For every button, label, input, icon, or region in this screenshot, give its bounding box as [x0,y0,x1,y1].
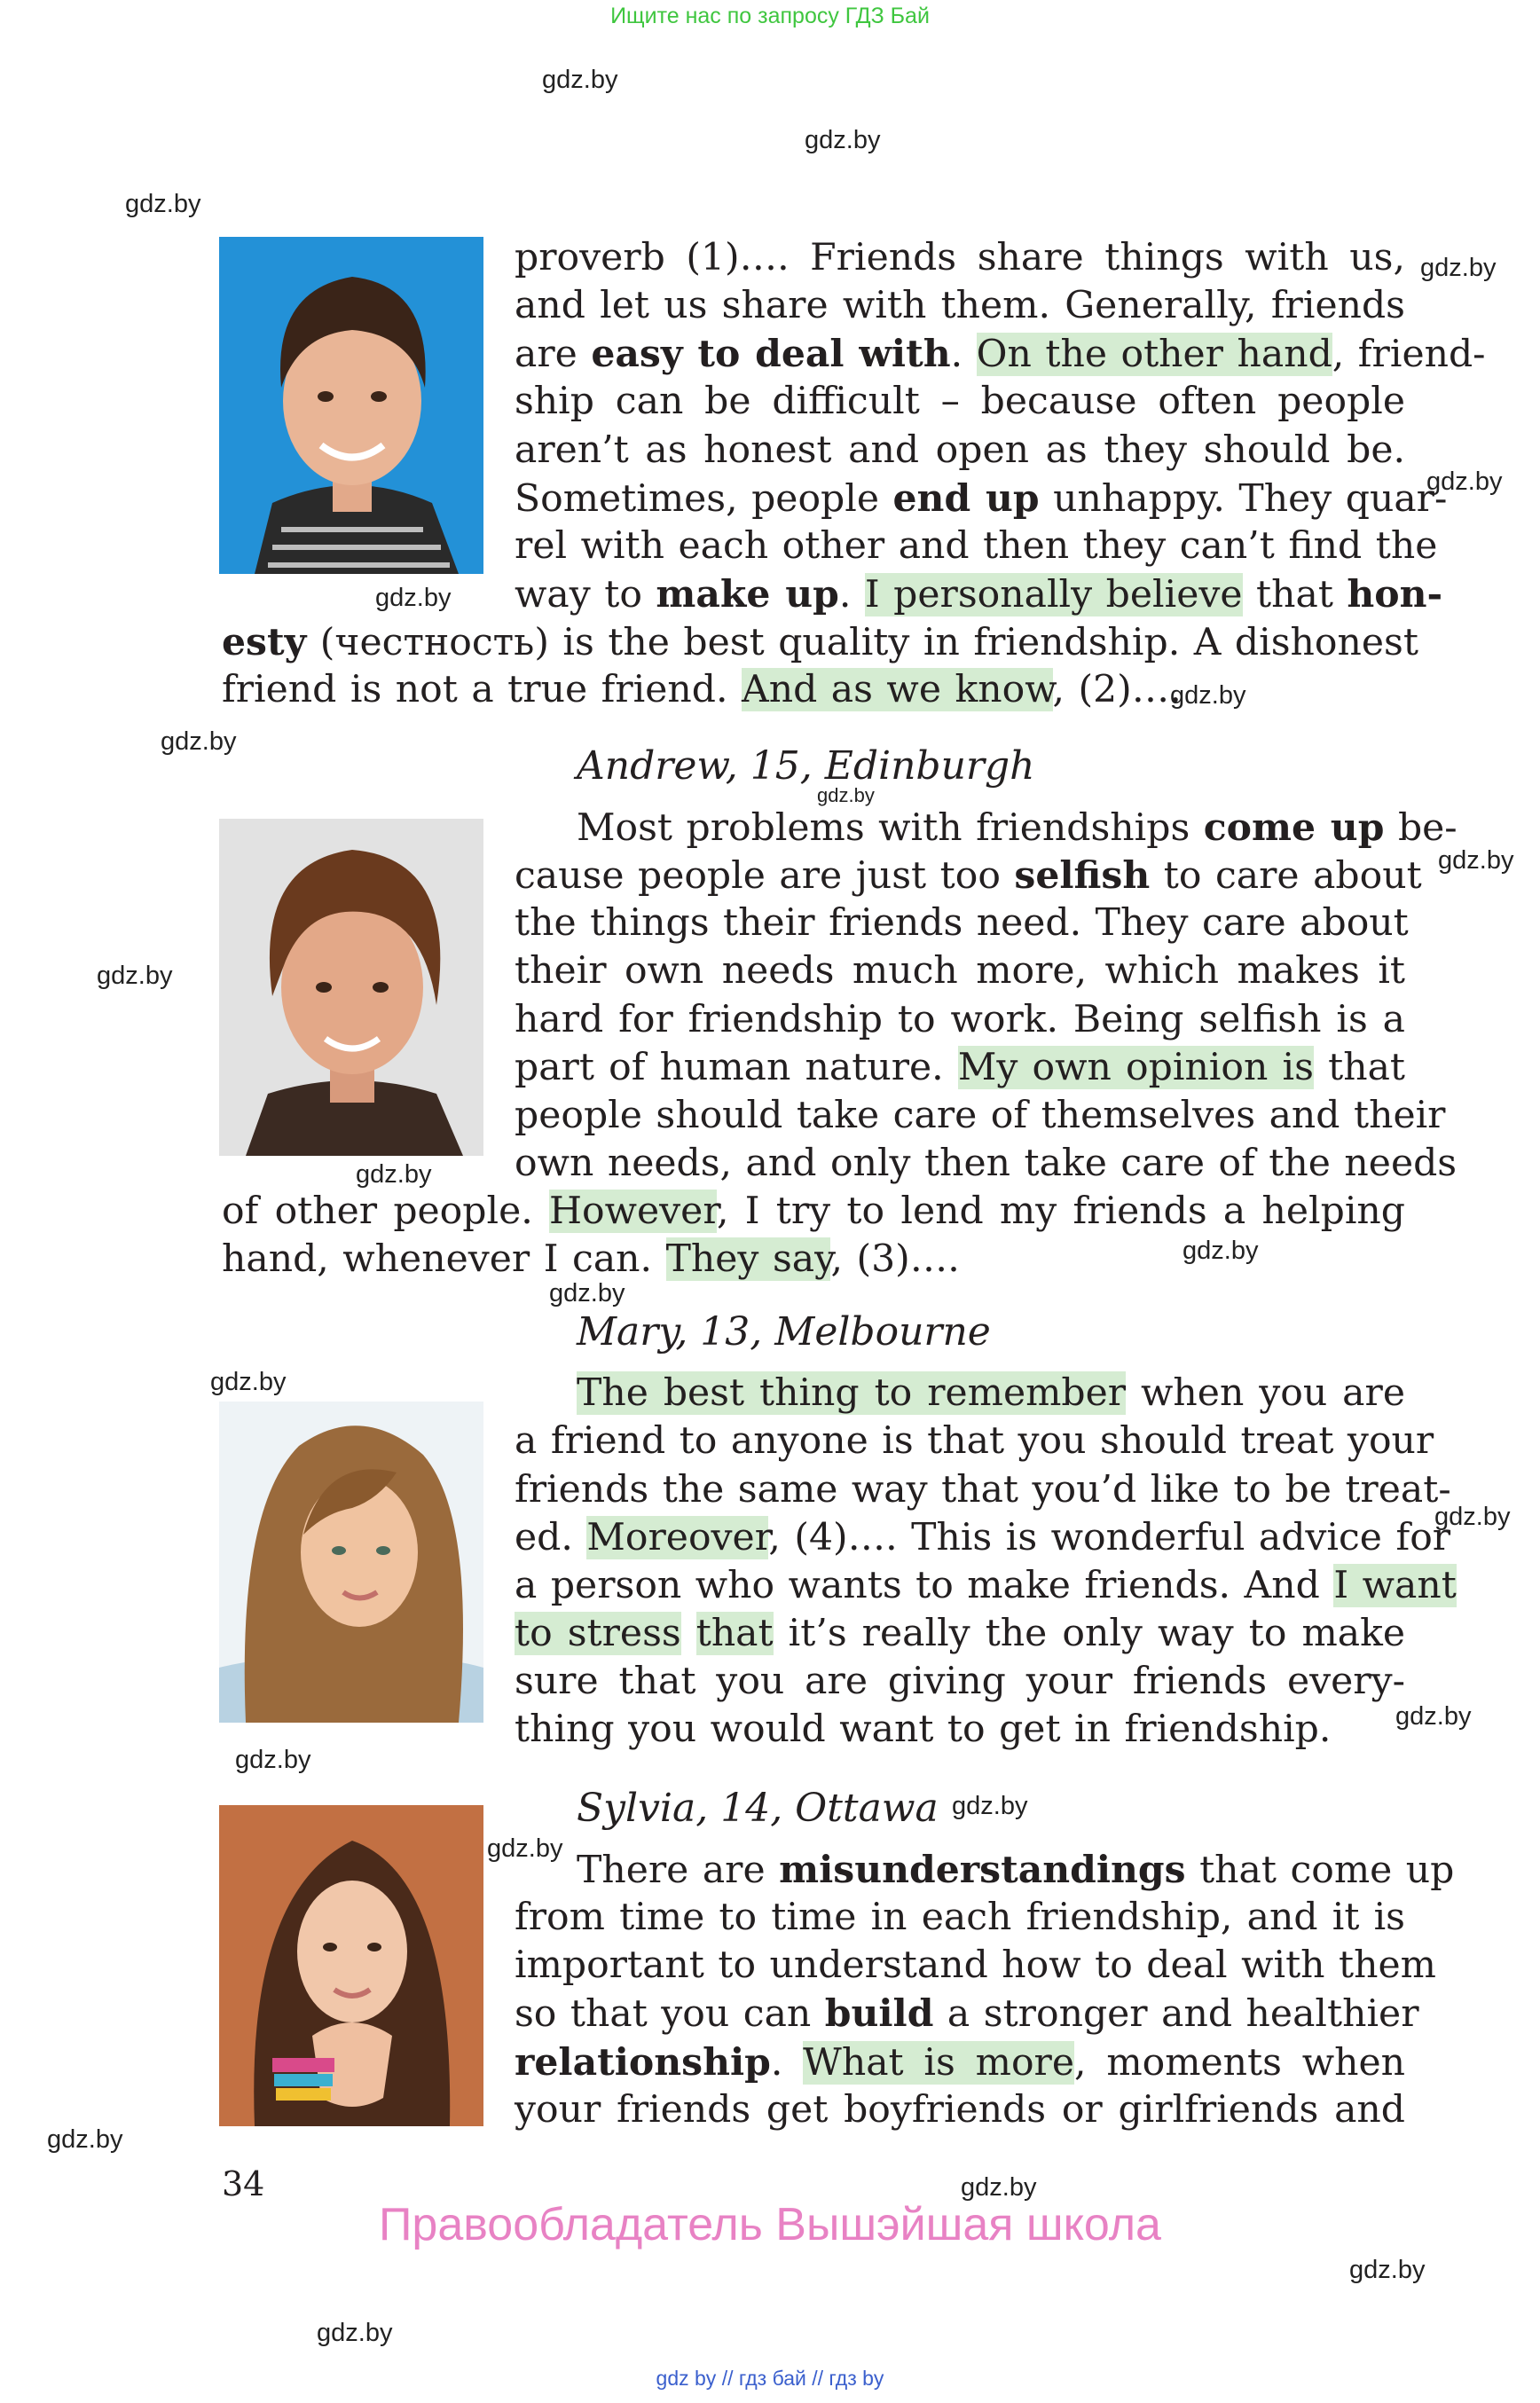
watermark: gdz.by [805,126,881,154]
watermark: gdz.by [1395,1702,1472,1731]
text-line: a person who wants to make friends. And I want [515,1564,1457,1607]
text-line: esty (честность) is the best quality in friendship. A dishonest [222,620,1418,664]
text-line: Most problems with friendships come up be- [577,805,1458,850]
bold-term: esty [222,620,307,664]
text-line: hand, whenever I can. They say, (3)…. [222,1237,960,1281]
watermark: gdz.by [210,1368,287,1396]
bold-term: make up [656,572,839,616]
highlighted-phrase: And as we know [742,668,1053,711]
bold-term: selfish [1014,853,1151,898]
text-line: their own needs much more, which makes it [515,949,1405,993]
search-hint: Ищите нас по запросу ГДЗ Бай [610,4,930,28]
watermark: gdz.by [1170,681,1246,710]
highlighted-phrase: to stress [515,1612,681,1655]
highlighted-phrase: that [695,1612,774,1655]
text-line: aren’t as honest and open as they should be. [515,428,1405,472]
highlighted-phrase: On the other hand [976,333,1332,376]
text-line: way to make up. I personally believe that hon- [515,572,1443,616]
text-line: from time to time in each friendship, and it is [515,1896,1405,1939]
watermark: gdz.by [487,1834,563,1863]
text-line: rel with each other and then they can’t find the [515,524,1438,568]
text-line: important to understand how to deal with them [515,1944,1436,1987]
text-line: ship can be difficult – because often people [515,380,1405,423]
bold-term: easy to deal with [591,332,951,376]
author-byline: Andrew, 15, Edinburgh [577,743,1035,789]
watermark: gdz.by [161,727,237,756]
text-line: thing you would want to get in friendship. [515,1708,1332,1751]
bold-term: hon- [1347,572,1443,616]
text-line: own needs, and only then take care of the needs [515,1142,1458,1185]
highlighted-phrase: However [548,1190,717,1233]
text-line: of other people. However, I try to lend my friends a helping [222,1190,1405,1233]
text-line: are easy to deal with. On the other hand, friend- [515,332,1486,376]
bold-term: build [824,1991,934,2036]
portrait-photo-1 [219,237,483,574]
text-line: cause people are just too selfish to care about [515,853,1422,898]
bold-term: come up [1203,805,1385,850]
copyright-notice: Правообладатель Вышэйшая школа [379,2199,1161,2250]
highlighted-phrase: I want [1333,1564,1457,1607]
watermark: gdz.by [1420,254,1497,282]
text-line: to stress that it’s really the only way to make [515,1612,1405,1655]
watermark: gdz.by [1438,846,1514,875]
portrait-photo-3 [219,1402,483,1723]
watermark: gdz.by [1182,1237,1259,1265]
text-line: people should take care of themselves and their [515,1094,1446,1137]
highlighted-phrase: My own opinion is [957,1046,1314,1089]
text-line: so that you can build a stronger and healthier [515,1991,1419,2036]
watermark: gdz.by [1426,467,1503,496]
watermark: gdz.by [1434,1503,1511,1531]
portrait-photo-2 [219,819,483,1156]
highlighted-phrase: Moreover [586,1516,769,1559]
text-line: Sometimes, people end up unhappy. They quar- [515,476,1448,521]
watermark: gdz.by [542,66,618,94]
highlighted-phrase: They say [665,1237,831,1281]
text-line: a friend to anyone is that you should treat your [515,1419,1434,1463]
watermark: gdz.by [549,1279,625,1308]
watermark: gdz.by [317,2319,393,2347]
text-line: friends the same way that you’d like to be treat- [515,1468,1451,1512]
highlighted-phrase: I personally believe [864,573,1243,616]
watermark: gdz.by [97,962,173,990]
watermark: gdz.by [235,1746,311,1774]
page-number: 34 [222,2164,265,2203]
watermark: gdz.by [961,2173,1037,2202]
portrait-photo-4 [219,1805,483,2126]
text-line: and let us share with them. Generally, friends [515,284,1405,327]
watermark: gdz.by [356,1160,432,1189]
watermark: gdz.by [952,1792,1028,1820]
text-line: part of human nature. My own opinion is that [515,1046,1405,1089]
text-line: your friends get boyfriends or girlfriends and [515,2088,1405,2132]
author-byline: Sylvia, 14, Ottawa [577,1786,939,1831]
bold-term: end up [892,476,1040,521]
author-byline: Mary, 13, Melbourne [577,1309,991,1355]
watermark: gdz.by [47,2125,123,2154]
bold-term: misunderstandings [779,1848,1186,1892]
text-line: The best thing to remember when you are [577,1371,1405,1415]
text-line: friend is not a true friend. And as we know, (2)…. [222,668,1182,711]
text-line: There are misunderstandings that come up [577,1848,1455,1892]
watermark: gdz.by [817,784,875,806]
watermark: gdz.by [1349,2256,1426,2284]
watermark: gdz.by [375,584,452,612]
highlighted-phrase: What is more [803,2041,1074,2085]
bold-term: relationship [515,2040,771,2085]
watermark: gdz.by [125,190,201,218]
text-line: the things their friends need. They care about [515,901,1409,945]
text-line: proverb (1)…. Friends share things with us, [515,236,1405,279]
footer-links[interactable]: gdz by // гдз бай // гдз by [656,2367,884,2390]
text-line: sure that you are giving your friends every- [515,1660,1405,1703]
highlighted-phrase: The best thing to remember [577,1371,1127,1415]
text-line: ed. Moreover, (4)…. This is wonderful advice for [515,1516,1451,1559]
text-line: hard for friendship to work. Being selfish is a [515,998,1405,1041]
text-line: relationship. What is more, moments when [515,2040,1405,2085]
